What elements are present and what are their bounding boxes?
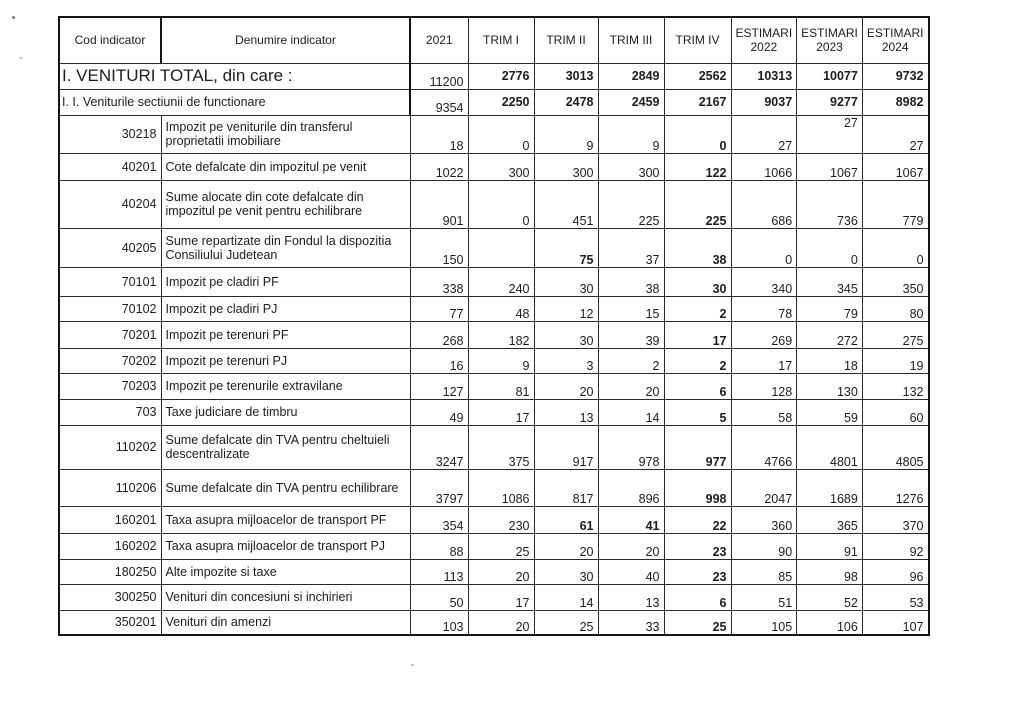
subtotal-value-trim-3: 2459 (598, 89, 664, 115)
value-estimari-2024: 275 (862, 321, 928, 348)
header-estimari-2022-year: 2022 (750, 40, 778, 55)
value-estimari-2024: 132 (862, 373, 928, 399)
indicator-row (59, 228, 929, 267)
value-estimari-2024: 92 (862, 533, 928, 559)
value-trim-4: 225 (664, 180, 731, 228)
value-trim-3: 15 (598, 296, 664, 321)
value-2021: 50 (410, 584, 468, 610)
value-trim-3: 39 (598, 321, 664, 348)
value-trim-4: 6 (664, 373, 731, 399)
value-trim-2: 61 (534, 506, 598, 533)
value-estimari-2022: 4766 (731, 425, 797, 469)
value-trim-1: 230 (468, 506, 534, 533)
value-trim-4: 2 (664, 296, 731, 321)
value-estimari-2023: 4801 (797, 425, 863, 469)
value-estimari-2022: 269 (731, 321, 797, 348)
value-trim-3: 37 (598, 228, 664, 267)
value-trim-1: 0 (468, 115, 534, 153)
indicator-name: Sume alocate din cote defalcate din impozitul pe venit pentru echilibrare (161, 180, 410, 228)
total-value-2021: 11200 (410, 63, 468, 89)
value-2021: 354 (410, 506, 468, 533)
value-trim-4: 5 (664, 399, 731, 425)
value-trim-4: 977 (664, 425, 731, 469)
value-trim-3: 225 (598, 180, 664, 228)
value-estimari-2022: 340 (731, 267, 797, 296)
value-trim-4: 122 (664, 153, 731, 180)
value-estimari-2024: 60 (862, 399, 928, 425)
value-trim-2: 13 (534, 399, 598, 425)
value-trim-4: 2 (664, 348, 731, 373)
indicator-name: Sume defalcate din TVA pentru cheltuieli descentralizate (161, 425, 410, 469)
value-trim-2: 30 (534, 321, 598, 348)
indicator-row (59, 584, 929, 610)
value-estimari-2024: 779 (862, 180, 928, 228)
subtotal-value-estimari-2024: 8982 (862, 89, 928, 115)
value-trim-1: 48 (468, 296, 534, 321)
value-trim-1: 17 (468, 399, 534, 425)
indicator-row (59, 373, 929, 399)
value-trim-3: 9 (598, 115, 664, 153)
indicator-code: 40205 (59, 228, 161, 267)
value-trim-1: 20 (468, 559, 534, 584)
indicator-row (59, 348, 929, 373)
value-trim-1: 17 (468, 584, 534, 610)
total-value-trim-3: 2849 (598, 63, 664, 89)
value-estimari-2023: 0 (797, 228, 863, 267)
value-trim-1: 81 (468, 373, 534, 399)
indicator-code: 70101 (59, 267, 161, 296)
header-trim-1: TRIM I (468, 17, 534, 63)
header-estimari-2022 (731, 17, 797, 63)
header-row (59, 17, 929, 63)
value-estimari-2022: 360 (731, 506, 797, 533)
value-2021: 127 (410, 373, 468, 399)
header-trim-4: TRIM IV (664, 17, 731, 63)
indicator-row (59, 296, 929, 321)
value-estimari-2022: 58 (731, 399, 797, 425)
indicator-code: 70202 (59, 348, 161, 373)
scan-speck (20, 57, 22, 59)
value-estimari-2022: 128 (731, 373, 797, 399)
header-estimari-2024 (862, 17, 928, 63)
value-estimari-2024: 1067 (862, 153, 928, 180)
value-estimari-2022: 51 (731, 584, 797, 610)
value-estimari-2022: 105 (731, 610, 797, 635)
header-estimari-2022-label: ESTIMARI (735, 26, 793, 41)
header-name: Denumire indicator (161, 17, 410, 63)
value-trim-3: 41 (598, 506, 664, 533)
value-2021: 49 (410, 399, 468, 425)
indicator-row (59, 180, 929, 228)
subtotal-value-trim-1: 2250 (468, 89, 534, 115)
indicator-code: 180250 (59, 559, 161, 584)
value-2021: 268 (410, 321, 468, 348)
indicator-name: Taxa asupra mijloacelor de transport PF (161, 506, 410, 533)
value-trim-2: 451 (534, 180, 598, 228)
scan-speck (411, 664, 414, 666)
indicator-code: 160201 (59, 506, 161, 533)
value-2021: 3247 (410, 425, 468, 469)
indicator-name: Taxe judiciare de timbru (161, 399, 410, 425)
value-trim-4: 38 (664, 228, 731, 267)
total-revenue-row (59, 63, 929, 89)
operating-section-title: I. I. Veniturile sectiunii de functionare (59, 89, 410, 115)
subtotal-value-2021: 9354 (410, 89, 468, 115)
value-estimari-2024: 96 (862, 559, 928, 584)
indicator-row (59, 610, 929, 635)
value-estimari-2023: 130 (797, 373, 863, 399)
indicator-code: 160202 (59, 533, 161, 559)
value-estimari-2022: 2047 (731, 469, 797, 506)
value-trim-4: 30 (664, 267, 731, 296)
header-estimari-2024-label: ESTIMARI (866, 26, 924, 41)
indicator-name: Impozit pe terenuri PJ (161, 348, 410, 373)
value-trim-2: 25 (534, 610, 598, 635)
value-trim-3: 978 (598, 425, 664, 469)
value-trim-3: 13 (598, 584, 664, 610)
indicator-code: 110202 (59, 425, 161, 469)
value-trim-4: 23 (664, 533, 731, 559)
indicator-code: 350201 (59, 610, 161, 635)
value-2021: 103 (410, 610, 468, 635)
header-2021: 2021 (410, 17, 468, 63)
indicator-code: 110206 (59, 469, 161, 506)
value-estimari-2023: 98 (797, 559, 863, 584)
value-2021: 77 (410, 296, 468, 321)
indicator-row (59, 469, 929, 506)
value-estimari-2023: 59 (797, 399, 863, 425)
value-estimari-2023: 272 (797, 321, 863, 348)
value-2021: 88 (410, 533, 468, 559)
value-trim-1: 9 (468, 348, 534, 373)
value-trim-2: 30 (534, 559, 598, 584)
total-value-trim-1: 2776 (468, 63, 534, 89)
value-trim-1: 0 (468, 180, 534, 228)
value-trim-3: 40 (598, 559, 664, 584)
indicator-row (59, 533, 929, 559)
value-trim-4: 6 (664, 584, 731, 610)
value-estimari-2022: 686 (731, 180, 797, 228)
header-code: Cod indicator (59, 17, 161, 63)
value-trim-3: 300 (598, 153, 664, 180)
header-estimari-2023-label: ESTIMARI (801, 26, 858, 41)
value-trim-2: 917 (534, 425, 598, 469)
indicator-code: 70102 (59, 296, 161, 321)
indicator-code: 40204 (59, 180, 161, 228)
value-trim-1: 182 (468, 321, 534, 348)
indicator-name: Venituri din concesiuni si inchirieri (161, 584, 410, 610)
value-trim-1: 25 (468, 533, 534, 559)
budget-revenue-table (58, 16, 930, 636)
value-trim-3: 2 (598, 348, 664, 373)
value-trim-2: 75 (534, 228, 598, 267)
indicator-row (59, 115, 929, 153)
value-trim-2: 20 (534, 373, 598, 399)
value-estimari-2023: 345 (797, 267, 863, 296)
subtotal-value-trim-2: 2478 (534, 89, 598, 115)
value-trim-1: 300 (468, 153, 534, 180)
indicator-name: Impozit pe terenurile extravilane (161, 373, 410, 399)
value-estimari-2022: 27 (731, 115, 797, 153)
subtotal-value-trim-4: 2167 (664, 89, 731, 115)
indicator-name: Alte impozite si taxe (161, 559, 410, 584)
value-estimari-2024: 53 (862, 584, 928, 610)
indicator-name: Venituri din amenzi (161, 610, 410, 635)
value-trim-1 (468, 228, 534, 267)
value-estimari-2024: 107 (862, 610, 928, 635)
indicator-code: 30218 (59, 115, 161, 153)
value-2021: 16 (410, 348, 468, 373)
value-estimari-2023: 1689 (797, 469, 863, 506)
indicator-code: 40201 (59, 153, 161, 180)
value-trim-4: 23 (664, 559, 731, 584)
value-estimari-2024: 1276 (862, 469, 928, 506)
indicator-code: 70203 (59, 373, 161, 399)
value-estimari-2024: 370 (862, 506, 928, 533)
indicator-name: Taxa asupra mijloacelor de transport PJ (161, 533, 410, 559)
value-trim-4: 17 (664, 321, 731, 348)
value-trim-1: 240 (468, 267, 534, 296)
value-trim-2: 20 (534, 533, 598, 559)
value-estimari-2023: 91 (797, 533, 863, 559)
value-trim-2: 3 (534, 348, 598, 373)
value-2021: 150 (410, 228, 468, 267)
indicator-row (59, 267, 929, 296)
indicator-code: 70201 (59, 321, 161, 348)
value-estimari-2023: 27 (797, 115, 863, 153)
value-estimari-2024: 27 (862, 115, 928, 153)
value-trim-2: 9 (534, 115, 598, 153)
value-estimari-2022: 85 (731, 559, 797, 584)
value-estimari-2022: 90 (731, 533, 797, 559)
value-2021: 1022 (410, 153, 468, 180)
value-estimari-2022: 17 (731, 348, 797, 373)
value-trim-4: 22 (664, 506, 731, 533)
indicator-row (59, 399, 929, 425)
value-2021: 901 (410, 180, 468, 228)
value-estimari-2023: 18 (797, 348, 863, 373)
value-trim-2: 14 (534, 584, 598, 610)
value-trim-1: 375 (468, 425, 534, 469)
indicator-name: Impozit pe terenuri PF (161, 321, 410, 348)
header-trim-2: TRIM II (534, 17, 598, 63)
value-estimari-2024: 4805 (862, 425, 928, 469)
indicator-row (59, 506, 929, 533)
indicator-row (59, 321, 929, 348)
indicator-code: 300250 (59, 584, 161, 610)
value-trim-4: 25 (664, 610, 731, 635)
indicator-name: Impozit pe veniturile din transferul proprietatii imobiliare (161, 115, 410, 153)
value-estimari-2024: 0 (862, 228, 928, 267)
value-estimari-2024: 350 (862, 267, 928, 296)
operating-section-row (59, 89, 929, 115)
value-2021: 18 (410, 115, 468, 153)
value-2021: 113 (410, 559, 468, 584)
total-value-estimari-2022: 10313 (731, 63, 797, 89)
header-estimari-2023 (797, 17, 863, 63)
value-2021: 338 (410, 267, 468, 296)
value-trim-3: 14 (598, 399, 664, 425)
header-estimari-2023-year: 2023 (816, 40, 843, 55)
value-estimari-2022: 78 (731, 296, 797, 321)
total-value-estimari-2023: 10077 (797, 63, 863, 89)
value-trim-4: 998 (664, 469, 731, 506)
total-value-trim-2: 3013 (534, 63, 598, 89)
value-estimari-2024: 19 (862, 348, 928, 373)
indicator-name: Sume repartizate din Fondul la dispozitia Consiliului Judetean (161, 228, 410, 267)
value-trim-2: 817 (534, 469, 598, 506)
header-trim-3: TRIM III (598, 17, 664, 63)
value-trim-2: 12 (534, 296, 598, 321)
total-revenue-title: I. VENITURI TOTAL, din care : (59, 63, 410, 89)
value-trim-3: 896 (598, 469, 664, 506)
indicator-name: Impozit pe cladiri PF (161, 267, 410, 296)
subtotal-value-estimari-2023: 9277 (797, 89, 863, 115)
indicator-name: Sume defalcate din TVA pentru echilibrare (161, 469, 410, 506)
value-trim-3: 20 (598, 373, 664, 399)
value-estimari-2023: 52 (797, 584, 863, 610)
value-estimari-2023: 1067 (797, 153, 863, 180)
value-estimari-2023: 79 (797, 296, 863, 321)
value-trim-3: 38 (598, 267, 664, 296)
total-value-estimari-2024: 9732 (862, 63, 928, 89)
value-estimari-2022: 1066 (731, 153, 797, 180)
value-estimari-2023: 736 (797, 180, 863, 228)
value-estimari-2022: 0 (731, 228, 797, 267)
value-trim-3: 20 (598, 533, 664, 559)
scan-speck (12, 16, 15, 19)
value-trim-2: 300 (534, 153, 598, 180)
total-value-trim-4: 2562 (664, 63, 731, 89)
value-estimari-2023: 106 (797, 610, 863, 635)
subtotal-value-estimari-2022: 9037 (731, 89, 797, 115)
value-trim-1: 1086 (468, 469, 534, 506)
value-2021: 3797 (410, 469, 468, 506)
value-trim-2: 30 (534, 267, 598, 296)
value-estimari-2024: 80 (862, 296, 928, 321)
indicator-name: Cote defalcate din impozitul pe venit (161, 153, 410, 180)
indicator-code: 703 (59, 399, 161, 425)
value-trim-3: 33 (598, 610, 664, 635)
value-trim-1: 20 (468, 610, 534, 635)
value-estimari-2023: 365 (797, 506, 863, 533)
indicator-name: Impozit pe cladiri PJ (161, 296, 410, 321)
indicator-row (59, 559, 929, 584)
value-trim-4: 0 (664, 115, 731, 153)
indicator-row (59, 425, 929, 469)
header-estimari-2024-year: 2024 (881, 40, 909, 55)
indicator-row (59, 153, 929, 180)
